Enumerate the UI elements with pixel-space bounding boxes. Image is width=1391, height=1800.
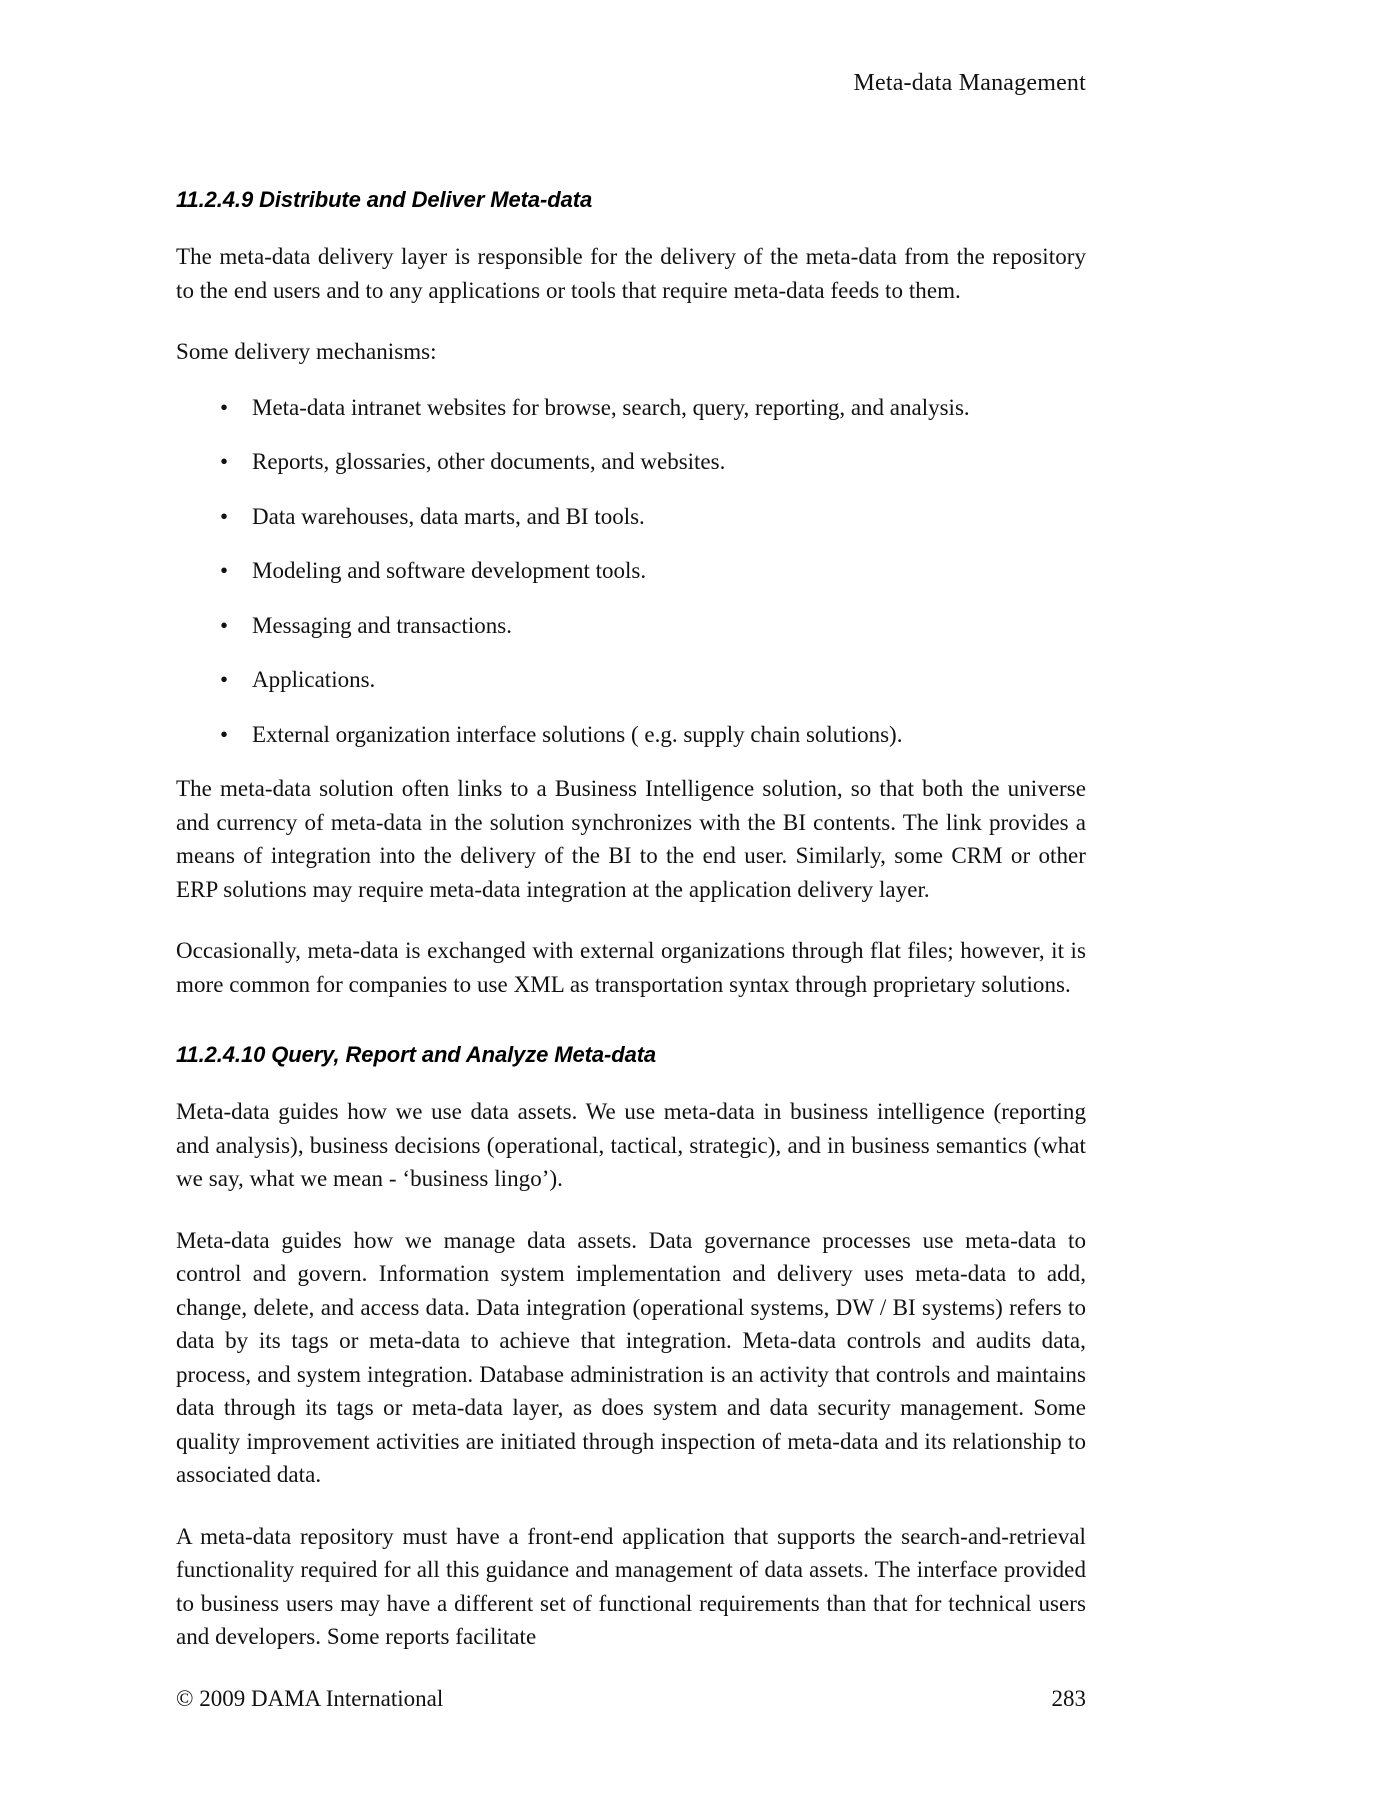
- paragraph-manage-data-assets: Meta-data guides how we manage data assets. Data governance processes use meta-data to control and govern. Information system implementation and delivery uses meta-data to add, change, delete, and access data. Data integration (operational systems, DW / BI systems) refers to data by its tags or meta-data to achieve that integration. Meta-data controls and audits data, process, and system integration. Database administration is an activity that controls and maintains data through its tags or meta-data layer, as does system and data security management. Some quality improvement activities are initiated through inspection of meta-data and its relationship to associated data.: [176, 1227, 1086, 1487]
- page-footer: [176, 1684, 1086, 1714]
- bullet-icon: •: [220, 612, 229, 638]
- bullet-icon: •: [220, 394, 229, 420]
- list-item-label: Meta-data intranet websites for browse, search, query, reporting, and analysis.: [252, 394, 970, 420]
- list-item-label: Messaging and transactions.: [252, 612, 512, 638]
- list-item: [176, 609, 1086, 643]
- list-item-label: External organization interface solutions ( e.g. supply chain solutions).: [252, 721, 903, 747]
- page-body: [176, 186, 1086, 1682]
- bullet-icon: •: [220, 449, 229, 474]
- bullet-icon: •: [220, 667, 229, 692]
- bullet-icon: •: [220, 558, 229, 583]
- list-item: [176, 500, 1086, 534]
- paragraph-bi-solution-link: The meta-data solution often links to a Business Intelligence solution, so that both the universe and currency of meta-data in the solution synchronizes with the BI contents. The link provides a means of integration into the delivery of the BI to the end user. Similarly, some CRM or other ERP solutions may require meta-data integration at the application delivery layer.: [176, 776, 1086, 902]
- paragraph-repository-front-end: A meta-data repository must have a front-end application that supports the search-and-retrieval functionality required for all this guidance and management of data assets. The interface provided to business users may have a different set of functional requirements than that for technical users and developers. Some reports facilitate: [176, 1523, 1086, 1649]
- list-item: [176, 445, 1086, 479]
- section-heading-distribute-deliver: 11.2.4.9 Distribute and Deliver Meta-data: [176, 187, 593, 212]
- delivery-mechanisms-list: [176, 391, 1086, 752]
- bullet-icon: •: [220, 721, 229, 747]
- list-item: [176, 391, 1086, 425]
- bullet-icon: •: [220, 503, 229, 529]
- list-item: [176, 554, 1086, 588]
- list-item-label: Reports, glossaries, other documents, and websites.: [252, 449, 726, 474]
- list-item: [176, 663, 1086, 697]
- list-item: [176, 718, 1086, 752]
- paragraph-external-exchange: Occasionally, meta-data is exchanged with external organizations through flat files; however, it is more common for companies to use XML as transportation syntax through proprietary solutions.: [176, 938, 1086, 997]
- page-number: 283: [1051, 1686, 1086, 1711]
- paragraph-list-lead-in: Some delivery mechanisms:: [176, 339, 437, 364]
- section-heading-query-report-analyze: 11.2.4.10 Query, Report and Analyze Meta-data: [176, 1042, 657, 1067]
- list-item-label: Modeling and software development tools.: [252, 558, 647, 583]
- paragraph-use-data-assets: Meta-data guides how we use data assets. We use meta-data in business intelligence (reporting and analysis), business decisions (operational, tactical, strategic), and in business semantics (what we say, what we mean - ‘business lingo’).: [176, 1099, 1086, 1191]
- running-header: Meta-data Management: [853, 70, 1086, 96]
- copyright-notice: © 2009 DAMA International: [176, 1686, 444, 1711]
- paragraph-delivery-layer: The meta-data delivery layer is responsible for the delivery of the meta-data from the repository to the end users and to any applications or tools that require meta-data feeds to them.: [176, 244, 1086, 303]
- list-item-label: Data warehouses, data marts, and BI tools.: [252, 503, 645, 529]
- list-item-label: Applications.: [252, 667, 376, 692]
